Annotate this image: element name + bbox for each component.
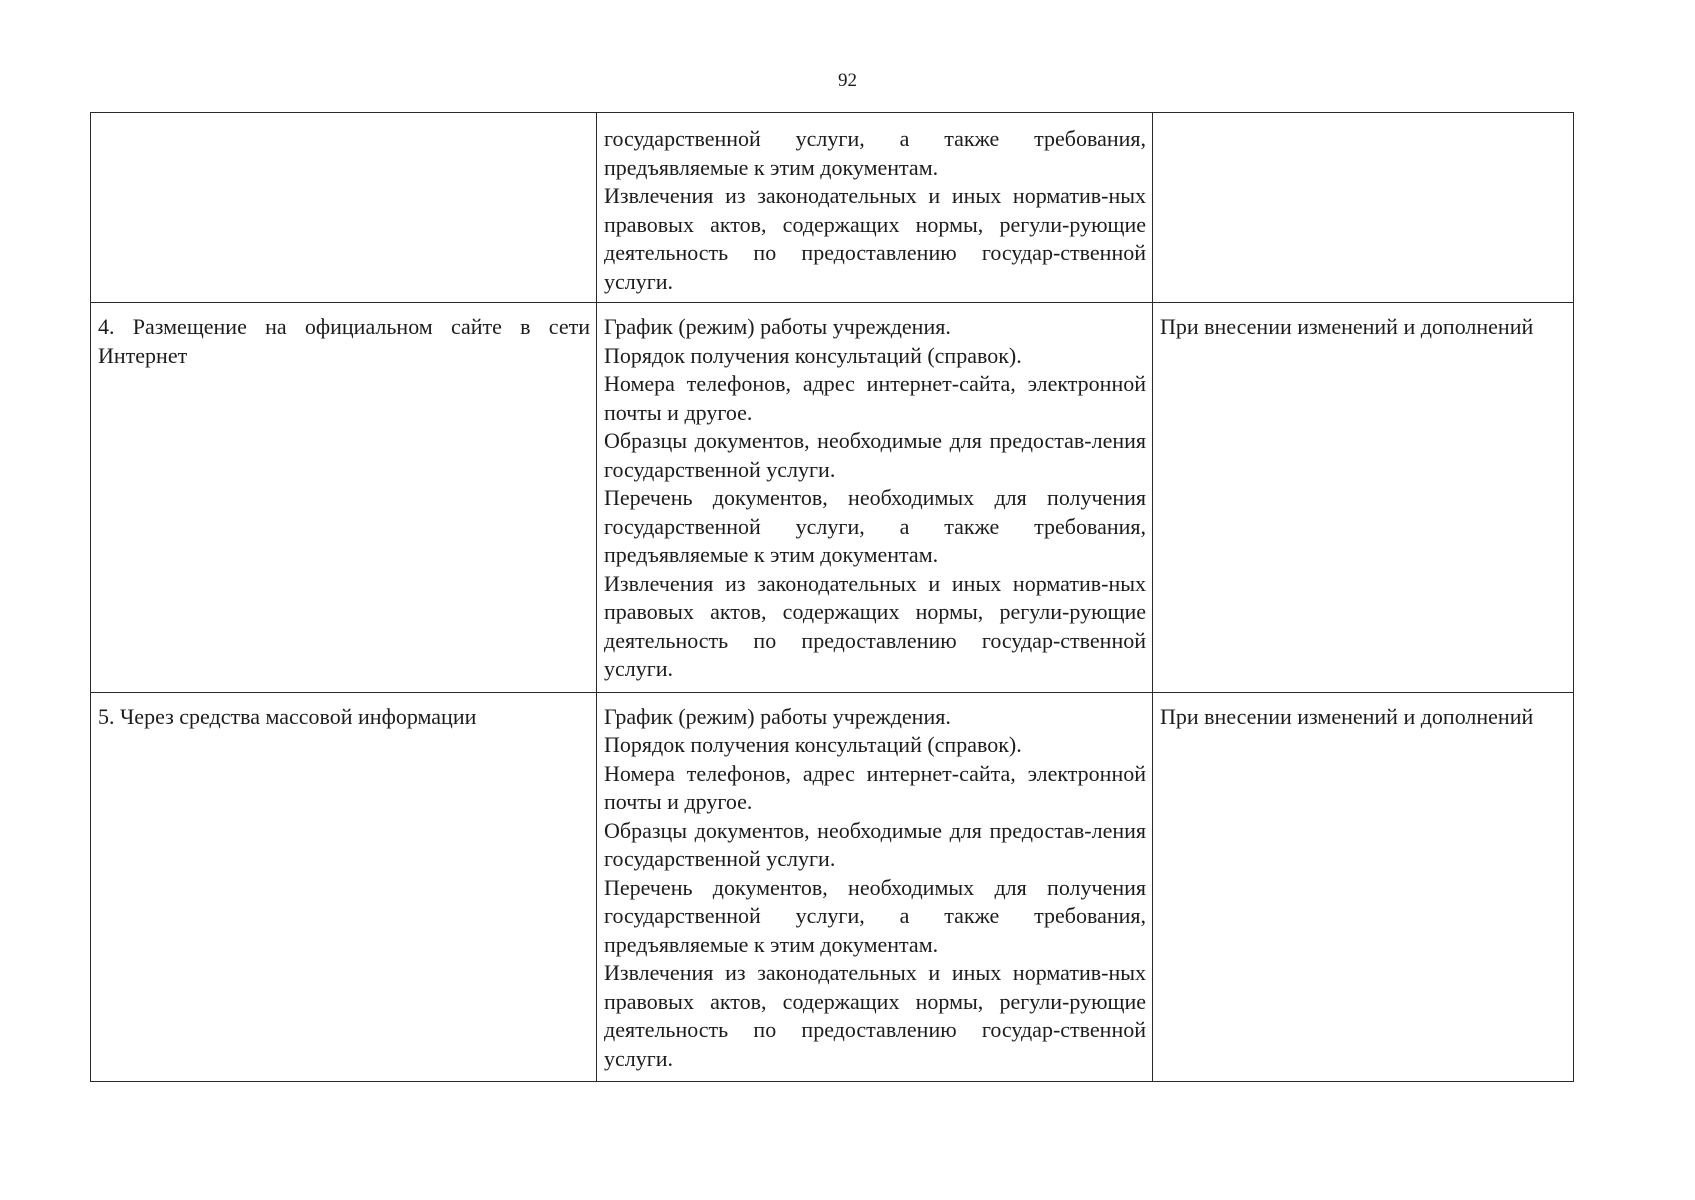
content-paragraph: Номера телефонов, адрес интернет-сайта, электронной почты и другое.	[604, 760, 1146, 814]
method-cell	[91, 692, 597, 1082]
content-paragraph: Номера телефонов, адрес интернет-сайта, электронной почты и другое.	[604, 371, 1146, 425]
content-paragraph: График (режим) работы учреждения.	[604, 703, 951, 729]
content-paragraph: Извлечения из законодательных и иных норматив-ных правовых актов, содержащих нормы, регули-рующие деятельность по предоставлению государ-ственной услуги.	[604, 183, 1146, 294]
content-paragraph: Перечень документов, необходимых для получения государственной услуги, а также требования, предъявляемые к этим документам.	[604, 874, 1146, 957]
content-paragraph: Извлечения из законодательных и иных норматив-ных правовых актов, содержащих нормы, регули-рующие деятельность по предоставлению государ-ственной услуги.	[604, 960, 1146, 1071]
content-paragraph: График (режим) работы учреждения.	[604, 314, 951, 339]
info-table	[90, 112, 1574, 1082]
content-paragraph: Порядок получения консультаций (справок).	[604, 732, 1022, 757]
frequency-cell	[1153, 303, 1574, 693]
method-cell	[91, 113, 597, 303]
page-number: 92	[838, 70, 857, 91]
frequency-cell	[1153, 692, 1574, 1082]
frequency-text: При внесении изменений и дополнений	[1160, 703, 1534, 729]
frequency-text: При внесении изменений и дополнений	[1160, 314, 1534, 339]
content-cell	[597, 692, 1153, 1082]
method-cell	[91, 303, 597, 693]
content-paragraph: государственной услуги, а также требования, предъявляемые к этим документам.	[604, 126, 1146, 180]
content-paragraph: Образцы документов, необходимые для предостав-ления государственной услуги.	[604, 428, 1146, 482]
content-cell	[597, 113, 1153, 303]
frequency-cell	[1153, 113, 1574, 303]
content-paragraph: Образцы документов, необходимые для предостав-ления государственной услуги.	[604, 817, 1146, 871]
method-text: 5. Через средства массовой информации	[98, 703, 477, 729]
table-row	[91, 692, 1574, 1082]
content-paragraph: Порядок получения консультаций (справок).	[604, 342, 1022, 368]
method-text: 4. Размещение на официальном сайте в сети Интернет	[98, 314, 590, 368]
content-cell	[597, 303, 1153, 693]
table-row	[91, 303, 1574, 693]
content-paragraph: Извлечения из законодательных и иных норматив-ных правовых актов, содержащих нормы, регули-рующие деятельность по предоставлению государ-ственной услуги.	[604, 570, 1146, 681]
content-paragraph: Перечень документов, необходимых для получения государственной услуги, а также требования, предъявляемые к этим документам.	[604, 485, 1146, 567]
table-row	[91, 113, 1574, 303]
